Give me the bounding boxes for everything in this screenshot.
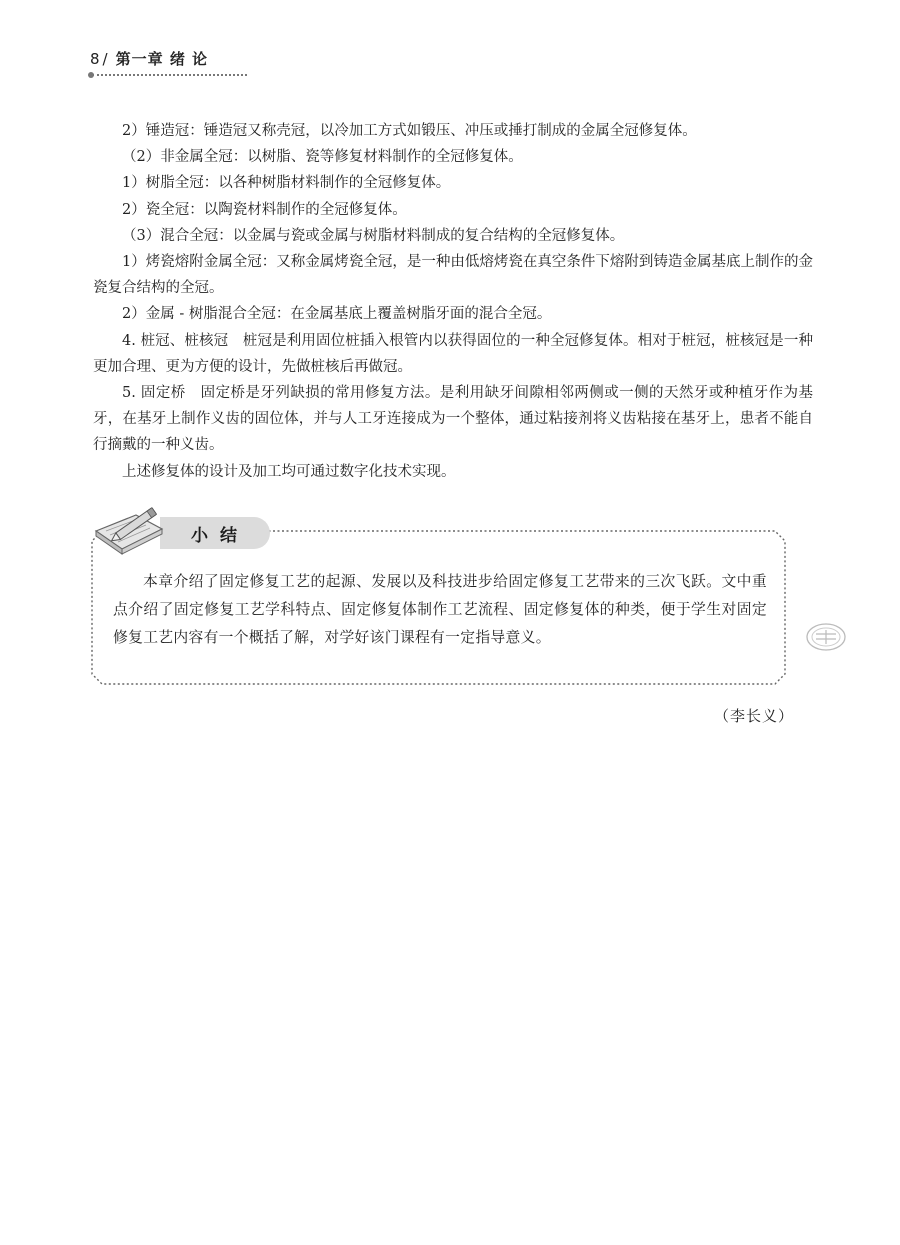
- author-credit: （李长义）: [714, 707, 795, 725]
- paragraph: 4. 桩冠、桩核冠 桩冠是利用固位桩插入根管内以获得固位的一种全冠修复体。相对于桩冠，桩核冠是一种更加合理、更为方便的设计，先做桩核后再做冠。: [93, 332, 813, 375]
- paragraph: 2）锤造冠：锤造冠又称壳冠，以冷加工方式如锻压、冲压或捶打制成的金属全冠修复体。: [122, 123, 697, 139]
- book-pencil-icon: [92, 501, 166, 557]
- paragraph: （3）混合全冠：以金属与瓷或金属与树脂材料制成的复合结构的全冠修复体。: [122, 227, 625, 244]
- paragraph: 1）烤瓷熔附金属全冠：又称金属烤瓷全冠，是一种由低熔烤瓷在真空条件下熔附到铸造金属基底上制作的金瓷复合结构的全冠。: [93, 254, 813, 297]
- logo-mark-icon: [805, 622, 847, 652]
- paragraph: 2）金属 - 树脂混合全冠：在金属基底上覆盖树脂牙面的混合全冠。: [122, 306, 552, 323]
- paragraph: 2）瓷全冠：以陶瓷材料制作的全冠修复体。: [122, 201, 407, 218]
- header-separator: /: [102, 49, 108, 68]
- paragraph: 上述修复体的设计及加工均可通过数字化技术实现。: [122, 463, 456, 480]
- running-header: [90, 48, 208, 69]
- page-number: 8: [90, 49, 100, 68]
- paragraph: （2）非金属全冠：以树脂、瓷等修复材料制作的全冠修复体。: [122, 149, 523, 166]
- paragraph: 1）树脂全冠：以各种树脂材料制作的全冠修复体。: [122, 175, 451, 192]
- chapter-title: 第一章 绪 论: [115, 50, 209, 68]
- paragraph: 5. 固定桥 固定桥是牙列缺损的常用修复方法。是利用缺牙间隙相邻两侧或一侧的天然牙或种植牙作为基牙，在基牙上制作义齿的固位体，并与人工牙连接成为一个整体，通过粘接剂将义齿粘接在基牙上，患者不能自行摘戴的一种义齿。: [93, 385, 813, 454]
- header-rule: [92, 74, 247, 76]
- body-text: [93, 118, 813, 485]
- summary-text: [113, 568, 767, 652]
- summary-paragraph: 本章介绍了固定修复工艺的起源、发展以及科技进步给固定修复工艺带来的三次飞跃。文中重点介绍了固定修复工艺学科特点、固定修复体制作工艺流程、固定修复体的种类，便于学生对固定修复工艺内容有一个概括了解，对学好该门课程有一定指导意义。: [113, 573, 767, 646]
- summary-title: 小结: [160, 517, 270, 549]
